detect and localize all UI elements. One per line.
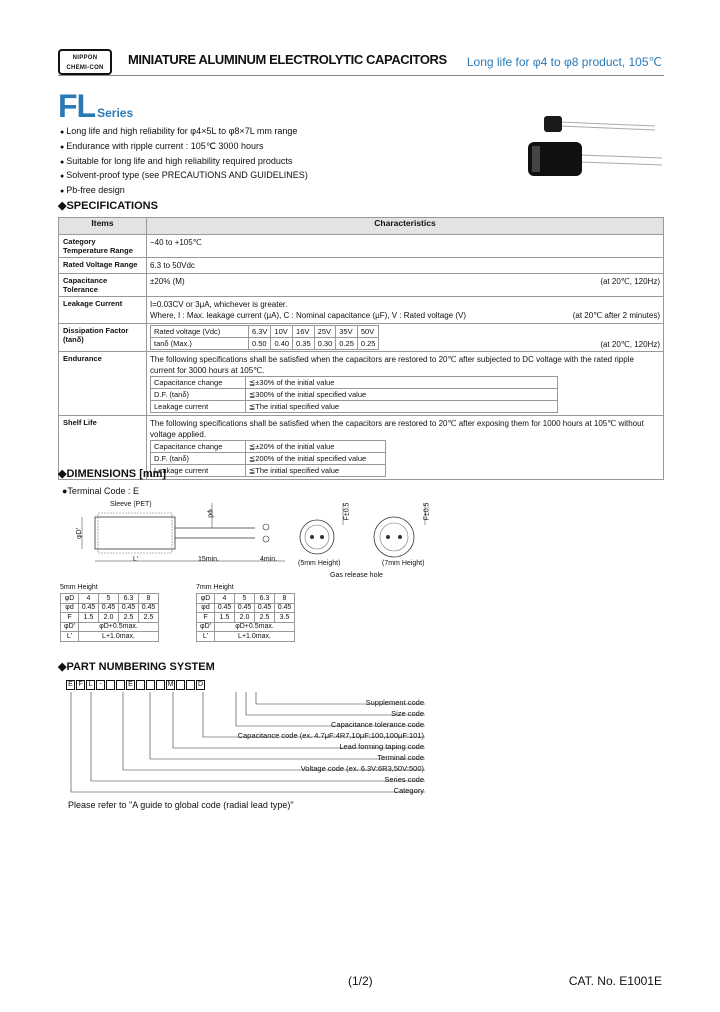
code-box: [116, 680, 125, 690]
shelf-life-label: Shelf Life: [59, 416, 147, 480]
header-divider: [58, 75, 664, 76]
shelf-cell: D.F. (tanδ): [151, 453, 246, 465]
endurance-cell: Capacitance change: [151, 377, 246, 389]
page-subtitle: Long life for φ4 to φ8 product, 105℃: [466, 55, 662, 69]
part-numbering-heading: ◆PART NUMBERING SYSTEM: [58, 661, 215, 673]
code-box: E: [126, 680, 135, 690]
code-box: L: [86, 680, 95, 690]
df-cell: 50V: [357, 326, 379, 338]
endurance-cell: ≦300% of the initial specified value: [246, 389, 558, 401]
df-cell: 0.25: [336, 338, 358, 350]
endurance-cell: ≦The initial specified value: [246, 401, 558, 413]
dim-cell: L+1.0max.: [215, 632, 295, 642]
df-table: [150, 325, 379, 350]
endurance-cell: Leakage current: [151, 401, 246, 413]
dim-cell: 5: [99, 594, 119, 604]
endurance-cell: D.F. (tanδ): [151, 389, 246, 401]
feature-item: ● Endurance with ripple current : 105℃ 3000 hours: [60, 140, 308, 155]
shelf-cell: ≦200% of the initial specified value: [246, 453, 386, 465]
dim-cell: 1.5: [79, 613, 99, 623]
shelf-cell: Leakage current: [151, 465, 246, 477]
phi-d-prime-label: φD': [75, 528, 83, 539]
dim-cell: 6.3: [119, 594, 139, 604]
catalog-number: CAT. No. E1001E: [568, 974, 662, 988]
df-cell: tanδ (Max.): [151, 338, 249, 350]
dim-cell: φD': [61, 622, 79, 632]
specifications-heading: ◆SPECIFICATIONS: [58, 200, 158, 212]
series-suffix: Series: [97, 106, 134, 120]
dim-table-7mm: [196, 593, 295, 642]
pn-label: Supplement code: [365, 698, 424, 707]
dim-cell: L': [197, 632, 215, 642]
dim-cell: 3.5: [275, 613, 295, 623]
dim-cell: φD+0.5max.: [79, 622, 159, 632]
cap-tolerance-label: Capacitance Tolerance: [59, 274, 147, 297]
dim-cell: 1.5: [215, 613, 235, 623]
dim-cell: 2.0: [235, 613, 255, 623]
table5-title: 5mm Height: [60, 584, 98, 591]
f-label-b: F±0.5: [423, 502, 431, 521]
dim-cell: 2.0: [99, 613, 119, 623]
feature-item: ● Suitable for long life and high reliability required products: [60, 155, 308, 170]
cap-tolerance-value: ±20% (M): [150, 277, 185, 286]
df-cell: 25V: [314, 326, 336, 338]
dim-cell: φd: [197, 603, 215, 613]
phi-d-label: φd: [206, 509, 214, 518]
dim-cell: φD: [197, 594, 215, 604]
capacitor-photo: [520, 110, 665, 190]
dim-cell: 4: [79, 594, 99, 604]
small-a-label: (5mm Height): [298, 560, 341, 567]
leakage-value: I=0.03CV or 3μA, whichever is greater.: [150, 300, 288, 309]
col-items: Items: [59, 218, 147, 235]
dim-cell: 2.5: [119, 613, 139, 623]
df-cell: 0.50: [249, 338, 271, 350]
min15-label: 15min.: [198, 556, 220, 563]
endurance-label: Endurance: [59, 352, 147, 416]
small-b-label: (7mm Height): [382, 560, 425, 567]
col-characteristics: Characteristics: [147, 218, 664, 235]
code-box: F: [76, 680, 85, 690]
dim-cell: 4: [215, 594, 235, 604]
pn-label: Voltage code (ex. 6.3V:6R3,50V:500): [300, 764, 424, 773]
dim-cell: 0.45: [139, 603, 159, 613]
df-cell: 6.3V: [249, 326, 271, 338]
case-note: Gas release hole: [330, 572, 383, 579]
dim-cell: 0.45: [99, 603, 119, 613]
dim-cell: 8: [139, 594, 159, 604]
df-cell: 0.25: [357, 338, 379, 350]
dim-cell: 2.5: [255, 613, 275, 623]
feature-item: ● Solvent-proof type (see PRECAUTIONS AND GUIDELINES): [60, 169, 308, 184]
pn-label: Size code: [391, 709, 424, 718]
dim-cell: L+1.0max.: [79, 632, 159, 642]
df-cell: Rated voltage (Vdc): [151, 326, 249, 338]
series-name: FL: [58, 88, 96, 124]
cap-tolerance-cond: (at 20℃, 120Hz): [600, 277, 660, 286]
df-cell: 35V: [336, 326, 358, 338]
df-cell: 0.30: [314, 338, 336, 350]
dim-cell: 0.45: [275, 603, 295, 613]
pn-label: Category: [393, 786, 424, 795]
shelf-cell: ≦The initial specified value: [246, 465, 386, 477]
shelf-life-text: The following specifications shall be satisfied when the capacitors are restored to 20℃ after exposing them for 1000 hours at 105℃ without voltage applied.: [150, 419, 644, 439]
feature-item: ● Pb-free design: [60, 184, 308, 199]
sleeve-label: Sleeve (PET): [110, 501, 152, 508]
nippon-chemicon-logo: [58, 49, 112, 75]
code-box: D: [197, 681, 204, 688]
dim-cell: φD+0.5max.: [215, 622, 295, 632]
dim-table-5mm: [60, 593, 159, 642]
part-code-boxes: [66, 680, 206, 690]
table7-title: 7mm Height: [196, 584, 234, 591]
feature-item: ● Long life and high reliability for φ4×5L to φ8×7L mm range: [60, 125, 308, 140]
code-box: [176, 680, 185, 690]
dim-cell: 0.45: [119, 603, 139, 613]
code-box: M: [167, 681, 174, 688]
pn-label: Capacitance tolerance code: [331, 720, 424, 729]
dim-cell: F: [61, 613, 79, 623]
pn-label: Lead forming taping code: [339, 742, 424, 751]
code-box: [146, 680, 155, 690]
dim-cell: 8: [275, 594, 295, 604]
dim-cell: 2.5: [139, 613, 159, 623]
pn-label: Terminal code: [377, 753, 424, 762]
code-box: [156, 680, 165, 690]
df-label: Dissipation Factor (tanδ): [59, 324, 147, 352]
code-box: [136, 680, 145, 690]
df-cell: 10V: [271, 326, 293, 338]
dim-cell: 6.3: [255, 594, 275, 604]
category-temp-value: −40 to +105℃: [147, 235, 664, 258]
code-box: -: [96, 680, 105, 690]
category-temp-label: Category Temperature Range: [59, 235, 147, 258]
dim-cell: L': [61, 632, 79, 642]
dim-cell: 0.45: [235, 603, 255, 613]
min4-label: 4min.: [260, 556, 278, 563]
shelf-cell: ≦±20% of the initial value: [246, 441, 386, 453]
dim-cell: F: [197, 613, 215, 623]
l-prime-label: L': [133, 556, 139, 563]
df-cell: 0.40: [271, 338, 293, 350]
dim-cell: φD': [197, 622, 215, 632]
leakage-cond: (at 20℃ after 2 minutes): [572, 311, 660, 320]
shelf-cell: Capacitance change: [151, 441, 246, 453]
shelf-life-table: [150, 440, 386, 477]
series-title: [58, 88, 133, 125]
feature-list: [60, 125, 308, 199]
dimensions-heading: ◆DIMENSIONS [mm]: [58, 468, 167, 480]
dim-cell: 5: [235, 594, 255, 604]
df-cond: (at 20℃, 120Hz): [600, 340, 660, 349]
specifications-table: [58, 217, 664, 480]
page-number: (1/2): [348, 974, 373, 988]
df-cell: 16V: [293, 326, 315, 338]
dim-cell: 0.45: [215, 603, 235, 613]
code-box: [106, 680, 115, 690]
pn-label: Series code: [384, 775, 424, 784]
leakage-where: Where, I : Max. leakage current (μA), C : Nominal capacitance (μF), V : Rated voltage (V): [150, 311, 466, 320]
dim-cell: 0.45: [255, 603, 275, 613]
endurance-table: [150, 376, 558, 413]
logo-line2: CHEMI-CON: [66, 65, 104, 71]
rated-voltage-label: Rated Voltage Range: [59, 258, 147, 274]
pn-label: Capacitance code (ex. 4.7μF:4R7,10μF:100,100μF:101): [237, 731, 424, 740]
dim-cell: φD: [61, 594, 79, 604]
terminal-code: ●Terminal Code : E: [62, 486, 139, 496]
logo-line1: NIPPON: [72, 55, 98, 61]
rated-voltage-value: 6.3 to 50Vdc: [147, 258, 664, 274]
dim-cell: φd: [61, 603, 79, 613]
endurance-text: The following specifications shall be satisfied when the capacitors are restored to 20℃ after subjected to DC voltage with the rated ripple current for 3000 hours at 105℃.: [150, 355, 634, 375]
code-box: E: [66, 680, 75, 690]
df-cell: 0.35: [293, 338, 315, 350]
leakage-label: Leakage Current: [59, 297, 147, 324]
page-title: MINIATURE ALUMINUM ELECTROLYTIC CAPACITORS: [128, 52, 447, 67]
part-note: Please refer to "A guide to global code (radial lead type)": [68, 800, 294, 810]
code-box: [186, 680, 195, 690]
endurance-cell: ≦±30% of the initial value: [246, 377, 558, 389]
dim-cell: 0.45: [79, 603, 99, 613]
f-label-a: F±0.5: [343, 502, 351, 521]
